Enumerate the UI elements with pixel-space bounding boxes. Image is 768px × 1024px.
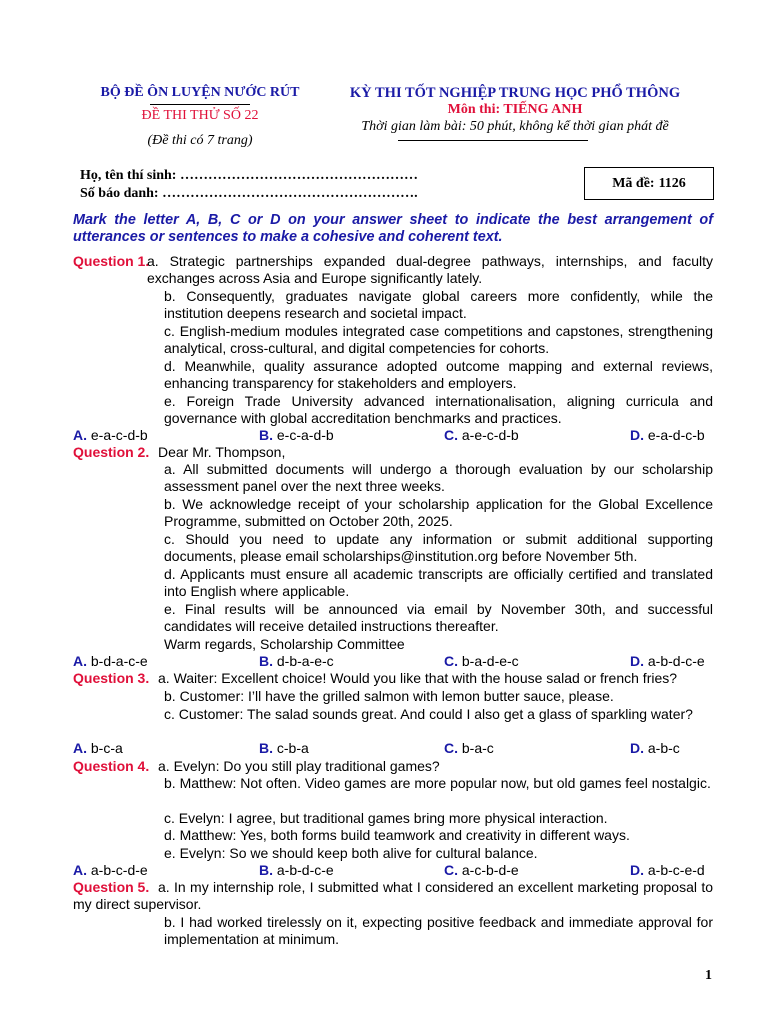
answer-letter: A.: [73, 427, 87, 443]
question-3-item-b: b. Customer: I’ll have the grilled salmon with lemon butter sauce, please.: [164, 688, 614, 704]
exam-code-label: Mã đề:: [612, 175, 655, 191]
page-number: 1: [705, 968, 712, 983]
answer-letter: D.: [630, 653, 644, 669]
question-4-item-c: c. Evelyn: I agree, but traditional games bring more physical interaction.: [164, 810, 608, 826]
question-1-first-text: a. Strategic partnerships expanded dual-degree pathways, internships, and faculty exchanges across Asia and Europe significantly lately.: [147, 253, 713, 286]
question-2-answer-a[interactable]: [73, 653, 148, 670]
question-1-label: Question 1.: [73, 253, 150, 269]
question-4-answer-c[interactable]: [444, 862, 519, 879]
question-1-answer-b[interactable]: [259, 427, 334, 444]
answer-letter: C.: [444, 427, 458, 443]
exam-code-box: [584, 167, 714, 200]
series-title: BỘ ĐỀ ÔN LUYỆN NƯỚC RÚT: [100, 85, 300, 100]
answer-text: c-b-a: [276, 740, 309, 756]
answer-letter: B.: [259, 862, 273, 878]
question-3-first: a. Waiter: Excellent choice! Would you like that with the house salad or french fries?: [158, 670, 678, 686]
answer-text: a-b-c-d-e: [90, 862, 148, 878]
question-5-first: [73, 879, 713, 913]
answer-text: a-b-c-e-d: [647, 862, 705, 878]
answer-letter: D.: [630, 427, 644, 443]
question-2-first: Dear Mr. Thompson,: [158, 444, 286, 460]
question-5-label: Question 5.: [73, 879, 150, 895]
candidate-name-line: [80, 168, 418, 184]
answer-text: a-e-c-d-b: [461, 427, 519, 443]
question-3-label: Question 3.: [73, 670, 150, 686]
candidate-name-dots: ……………………………………………: [179, 168, 418, 183]
candidate-id-label: Số báo danh:: [80, 186, 163, 201]
question-2-item-e: e. Final results will be announced via email by November 30th, and successful candidates will receive detailed instructions thereafter.: [164, 601, 713, 634]
question-2-closing: Warm regards, Scholarship Committee: [164, 636, 405, 652]
header-right-rule: [398, 140, 588, 141]
question-4-answer-a[interactable]: [73, 862, 148, 879]
subject-line: [330, 102, 700, 118]
answer-text: b-c-a: [90, 740, 123, 756]
question-1-answer-d[interactable]: [630, 427, 705, 444]
answer-letter: D.: [630, 740, 644, 756]
answer-letter: B.: [259, 653, 273, 669]
question-4-label: Question 4.: [73, 758, 150, 774]
answer-letter: A.: [73, 862, 87, 878]
answer-letter: A.: [73, 740, 87, 756]
answer-letter: C.: [444, 862, 458, 878]
question-2-item-c: c. Should you need to update any information or submit additional supporting documents, please email scholarships@institution.org before November 5th.: [164, 531, 713, 564]
answer-text: b-a-c: [461, 740, 494, 756]
pages-note: (Đề thi có 7 trang): [147, 133, 253, 148]
answer-text: e-a-d-c-b: [647, 427, 705, 443]
exam-number: ĐỀ THI THỬ SỐ 22: [141, 108, 259, 123]
question-1-first: [147, 253, 713, 287]
exam-title: KỲ THI TỐT NGHIỆP TRUNG HỌC PHỔ THÔNG: [349, 85, 681, 101]
question-2-item-d: d. Applicants must ensure all academic transcripts are officially certified and translated into English where applicable.: [164, 566, 713, 599]
question-1-answer-c[interactable]: [444, 427, 519, 444]
exam-code: 1126: [658, 175, 686, 191]
answer-text: e-a-c-d-b: [90, 427, 148, 443]
question-2-item-b: b. We acknowledge receipt of your scholarship application for the Global Excellence Programme, submitted on October 20th, 2025.: [164, 496, 713, 529]
answer-letter: C.: [444, 653, 458, 669]
answer-letter: C.: [444, 740, 458, 756]
question-2-label: Question 2.: [73, 444, 150, 460]
time-note: Thời gian làm bài: 50 phút, không kể thời gian phát đề: [361, 119, 669, 134]
answer-text: e-c-a-d-b: [276, 427, 334, 443]
question-5-first-text: a. In my internship role, I submitted what I considered an excellent marketing proposal to my direct supervisor.: [73, 879, 713, 912]
header-left-rule: [150, 104, 250, 105]
question-1-item-e: e. Foreign Trade University advanced internationalisation, aligning curricula and governance with global accreditation benchmarks and practices.: [164, 393, 713, 426]
question-3-item-c: c. Customer: The salad sounds great. And could I also get a glass of sparkling water?: [164, 706, 693, 722]
question-1-answer-a[interactable]: [73, 427, 148, 444]
answer-letter: B.: [259, 740, 273, 756]
question-3-answer-b[interactable]: [259, 740, 309, 757]
subject-label: Môn thi:: [447, 102, 504, 117]
question-3-answer-d[interactable]: [630, 740, 680, 757]
answer-text: a-c-b-d-e: [461, 862, 519, 878]
answer-text: a-b-c: [647, 740, 680, 756]
subject: TIẾNG ANH: [503, 102, 583, 117]
answer-letter: A.: [73, 653, 87, 669]
question-2-answer-d[interactable]: [630, 653, 705, 670]
question-2-answer-c[interactable]: [444, 653, 519, 670]
answer-text: b-a-d-e-c: [461, 653, 519, 669]
question-1-item-c: c. English-medium modules integrated case competitions and capstones, strengthening analytical, cross-cultural, and digital competencies for cohorts.: [164, 323, 713, 356]
question-4-item-e: e. Evelyn: So we should keep both alive for cultural balance.: [164, 845, 538, 861]
question-4-item-d: d. Matthew: Yes, both forms build teamwork and creativity in different ways.: [164, 827, 630, 843]
question-1-item-d: d. Meanwhile, quality assurance adopted outcome mapping and external reviews, enhancing transparency for stakeholders and employers.: [164, 358, 713, 391]
answer-letter: D.: [630, 862, 644, 878]
answer-letter: B.: [259, 427, 273, 443]
question-4-answer-d[interactable]: [630, 862, 705, 879]
candidate-id-dots: ……………………………………………….: [162, 186, 418, 201]
answer-text: d-b-a-e-c: [276, 653, 334, 669]
candidate-name-label: Họ, tên thí sinh:: [80, 168, 180, 183]
answer-text: b-d-a-c-e: [90, 653, 148, 669]
answer-text: a-b-d-c-e: [647, 653, 705, 669]
question-4-answer-b[interactable]: [259, 862, 334, 879]
question-4-first: a. Evelyn: Do you still play traditional games?: [158, 758, 440, 774]
question-5-item-b: b. I had worked tirelessly on it, expecting positive feedback and immediate approval for implementation at minimum.: [164, 914, 713, 947]
candidate-id-line: [80, 186, 418, 202]
question-2-answer-b[interactable]: [259, 653, 334, 670]
question-3-answer-c[interactable]: [444, 740, 494, 757]
question-1-item-b: b. Consequently, graduates navigate global careers more confidently, while the institution deepens research and societal impact.: [164, 288, 713, 321]
question-3-answer-a[interactable]: [73, 740, 123, 757]
question-2-item-a: a. All submitted documents will undergo a thorough evaluation by our scholarship assessment panel over the next three weeks.: [164, 461, 713, 494]
question-4-item-b: b. Matthew: Not often. Video games are more popular now, but old games feel nostalgic.: [164, 775, 711, 791]
answer-text: a-b-d-c-e: [276, 862, 334, 878]
instruction: Mark the letter A, B, C or D on your answer sheet to indicate the best arrangement of utterances or sentences to make a cohesive and coherent text.: [73, 212, 713, 245]
